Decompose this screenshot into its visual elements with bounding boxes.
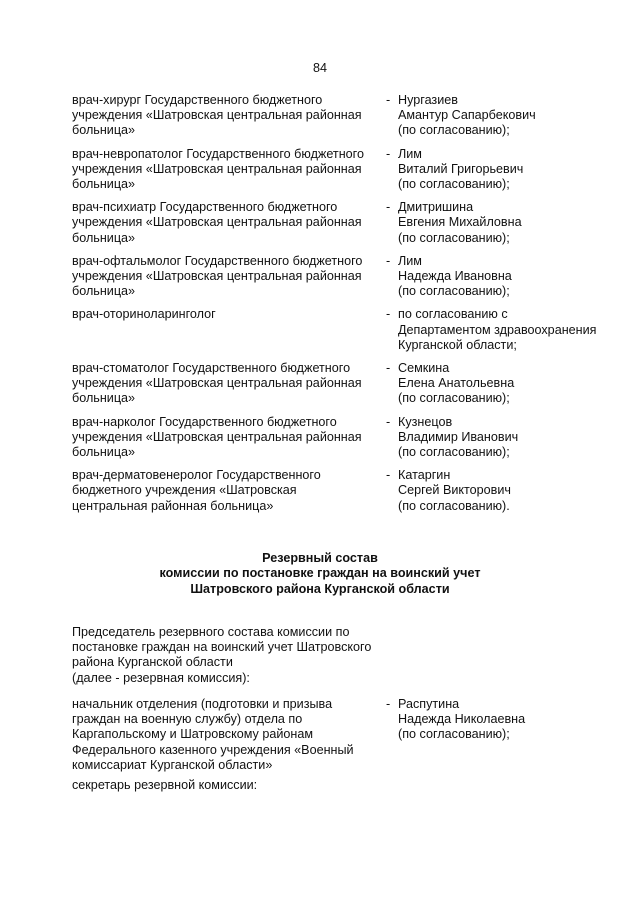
member-row (72, 307, 612, 353)
member-name: Катаргин Сергей Викторович (по согласованию). (398, 468, 511, 513)
member-row (72, 147, 612, 193)
member-position: врач-дерматовенеролог Государственного бюджетного учреждения «Шатровская центральная районная больница» (72, 468, 321, 513)
commission-member-list (72, 93, 612, 522)
dash-separator: - (386, 307, 391, 322)
member-position: врач-хирург Государственного бюджетного учреждения «Шатровская центральная районная больница» (72, 93, 362, 138)
dash-separator: - (386, 200, 391, 215)
member-row (72, 254, 612, 300)
member-position: врач-нарколог Государственного бюджетного учреждения «Шатровская центральная районная больница» (72, 414, 362, 460)
member-name: Лим Надежда Ивановна (по согласованию); (398, 253, 512, 299)
reserve-heading-line: Шатровского района Курганской области (190, 581, 450, 596)
page-number: 84 (312, 61, 327, 75)
member-position: врач-стоматолог Государственного бюджетного учреждения «Шатровская центральная районная больница» (72, 361, 362, 406)
reserve-chair-text: Председатель резервного состава комиссии по постановке граждан на воинский учет Шатровского района Курганской области (далее - резервная комиссия): (72, 625, 372, 685)
member-row (72, 468, 612, 514)
member-name: Семкина Елена Анатольевна (по согласованию); (398, 361, 515, 406)
dash-separator: - (386, 414, 391, 429)
member-name: Распутина Надежда Николаевна (по согласованию); (398, 697, 526, 742)
member-row (72, 93, 612, 139)
member-row (72, 415, 612, 461)
member-row (72, 200, 612, 246)
member-position: врач-оториноларинголог (72, 307, 216, 322)
reserve-member-row (72, 697, 612, 773)
member-name: Дмитришина Евгения Михайловна (по согласованию); (398, 200, 522, 245)
reserve-heading (0, 551, 640, 597)
member-position: врач-психиатр Государственного бюджетного учреждения «Шатровская центральная районная больница» (72, 200, 362, 245)
dash-separator: - (386, 361, 391, 376)
reserve-secretary-text: секретарь резервной комиссии: (72, 778, 258, 792)
member-position: врач-невропатолог Государственного бюджетного учреждения «Шатровская центральная районная больница» (72, 146, 364, 192)
member-row (72, 361, 612, 407)
member-name: Лим Виталий Григорьевич (по согласованию); (398, 146, 524, 192)
member-position: начальник отделения (подготовки и призыва граждан на военную службу) отдела по Каргапольскому и Шатровскому районам Федерального казенного учреждения «Военный комиссариат Курганской области» (72, 697, 354, 772)
dash-separator: - (386, 697, 391, 711)
member-name: по согласованию с Департаментом здравоохранения Курганской области; (398, 307, 597, 352)
reserve-heading-line: комиссии по постановке граждан на воинский учет (159, 566, 481, 581)
member-name: Нургазиев Амантур Сапарбекович (по согласованию); (398, 93, 536, 138)
dash-separator: - (386, 253, 391, 268)
member-name: Кузнецов Владимир Иванович (по согласованию); (398, 414, 519, 460)
dash-separator: - (386, 468, 391, 483)
dash-separator: - (386, 93, 391, 107)
reserve-heading-line: Резервный состав (262, 551, 378, 565)
dash-separator: - (386, 146, 391, 161)
member-position: врач-офтальмолог Государственного бюджетного учреждения «Шатровская центральная районная больница» (72, 253, 363, 299)
